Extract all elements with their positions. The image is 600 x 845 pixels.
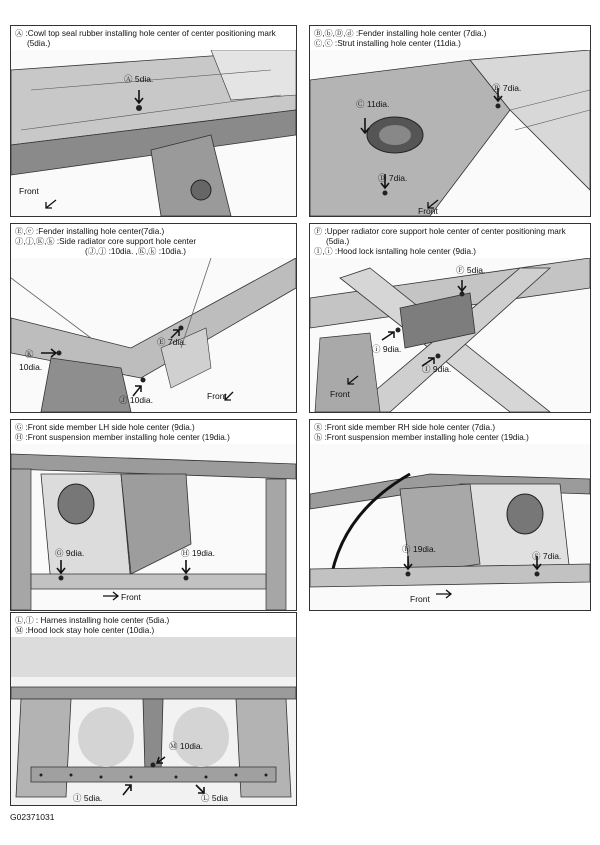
callout-k: Ⓚ	[25, 349, 34, 359]
panel-cowl-top	[10, 25, 297, 217]
caption-line: Ⓘ,ⓘ :Hood lock isntalling hole center (9dia.)	[314, 247, 477, 256]
callout-d: Ⓓ 7dia.	[378, 173, 408, 183]
callout-h: Ⓗ 19dia.	[181, 548, 216, 558]
callout-front: Front	[418, 206, 438, 216]
panel-caption	[15, 29, 292, 49]
caption-line: Ⓕ :Upper radiator core support hole center of center positioning mark	[314, 227, 566, 236]
caption-line: (5dia.)	[27, 39, 51, 48]
callout-e: Ⓔ 7dia.	[157, 337, 187, 347]
caption-line: Ⓗ :Front suspension member installing hole center (19dia.)	[15, 433, 230, 442]
caption-line: Ⓜ :Hood lock stay hole center (10dia.)	[15, 626, 155, 635]
cowl-top-illustration	[11, 50, 296, 216]
callout-i-lower: ⓘ 9dia.	[372, 344, 402, 354]
callout-m: Ⓜ 10dia.	[169, 741, 204, 751]
callout-k-dia: 10dia.	[19, 362, 43, 372]
caption-line: Ⓔ,ⓔ :Fender installing hole center(7dia.)	[15, 227, 165, 236]
caption-line: Ⓒ,ⓒ :Strut installing hole center (11dia.)	[314, 39, 461, 48]
callout-a: Ⓐ 5dia.	[124, 74, 154, 84]
callout-i-upper: Ⓘ 9dia.	[422, 364, 452, 374]
panel-caption	[314, 29, 586, 49]
callout-front: Front	[410, 594, 430, 604]
caption-line: Ⓐ :Cowl top seal rubber installing hole center of center positioning mark	[15, 29, 276, 38]
callout-g: Ⓖ 9dia.	[55, 548, 85, 558]
figure-code: G02371031	[10, 812, 55, 822]
panel-upper-radiator	[309, 223, 591, 413]
panel-fender-strut	[309, 25, 591, 217]
panel-side-member-lh	[10, 419, 297, 611]
panel-caption	[15, 227, 292, 257]
harness-hood-lock-illustration	[11, 637, 296, 805]
callout-f: Ⓕ 5dia.	[456, 265, 486, 275]
panel-side-radiator	[10, 223, 297, 413]
panel-caption	[15, 423, 292, 443]
caption-line: Ⓑ,ⓑ,Ⓓ,ⓓ :Fender installing hole center (7dia.)	[314, 29, 487, 38]
panel-harness-hood-lock	[10, 612, 297, 806]
callout-j: Ⓙ 10dia.	[119, 395, 154, 405]
upper-radiator-illustration	[310, 258, 590, 412]
caption-line: Ⓙ,ⓙ,Ⓚ,ⓚ :Side radiator core support hole center	[15, 237, 197, 246]
caption-line: ⓗ :Front suspension member installing hole center (19dia.)	[314, 433, 529, 442]
callout-c: Ⓒ 11dia.	[356, 99, 390, 109]
caption-line: (5dia.)	[326, 237, 350, 246]
caption-line: Ⓛ,ⓛ : Harnes installing hole center (5dia.)	[15, 616, 170, 625]
callout-front: Front	[207, 391, 227, 401]
side-member-lh-illustration	[11, 444, 296, 610]
side-member-rh-illustration	[310, 444, 590, 610]
caption-line: Ⓖ :Front side member LH side hole center (9dia.)	[15, 423, 195, 432]
callout-g-lower: ⓖ 7dia.	[532, 551, 562, 561]
caption-line: ⓖ :Front side member RH side hole center (7dia.)	[314, 423, 496, 432]
panel-side-member-rh	[309, 419, 591, 611]
panel-caption	[314, 423, 586, 443]
caption-line: (Ⓙ,ⓙ :10dia. ,Ⓚ,ⓚ :10dia.)	[85, 247, 187, 256]
callout-front: Front	[121, 592, 141, 602]
side-radiator-illustration	[11, 258, 296, 412]
callout-front: Front	[19, 186, 39, 196]
callout-l-upper: Ⓛ 5dia	[201, 793, 228, 803]
callout-b: Ⓑ 7dia.	[492, 83, 522, 93]
callout-h-lower: ⓗ 19dia.	[402, 544, 437, 554]
panel-caption	[314, 227, 586, 257]
callout-front: Front	[330, 389, 350, 399]
panel-caption	[15, 616, 292, 636]
fender-strut-illustration	[310, 50, 590, 216]
callout-l-lower: ⓛ 5dia.	[73, 793, 103, 803]
